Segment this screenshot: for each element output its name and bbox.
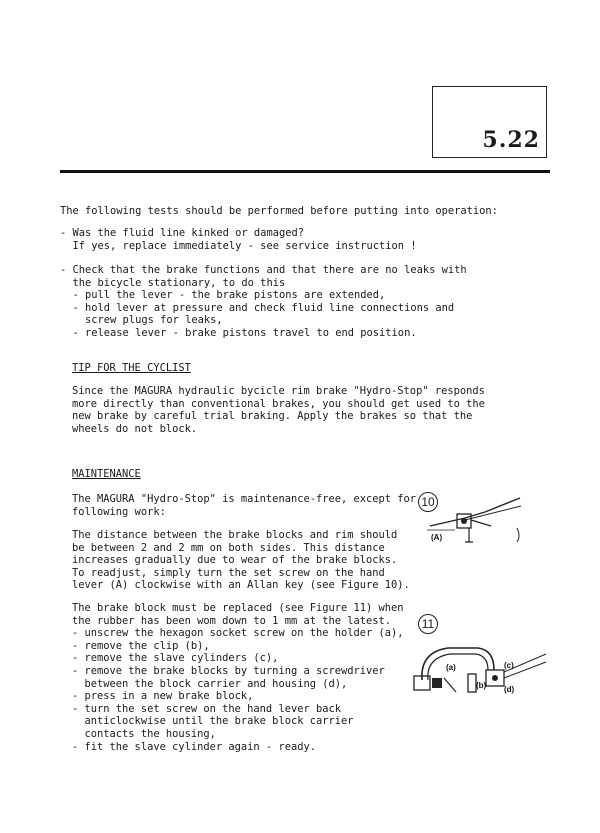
figure-11-label-a: (a) bbox=[446, 663, 456, 672]
maintenance-replace: The brake block must be replaced (see Figure 11) when the rubber has been wom down to 1 mm at the latest. - unscrew the hexagon socket screw on the holder (a), - remove the clip (b), - remove the slave cylinders (c), - remove the brake blocks by turning a screwdriver between the block carrier and housing (d), - press in a new brake block, - turn the set screw on the hand lever back anticlockwise until the brake block carrier contacts the housing, - fit the slave cylinder again - ready. bbox=[72, 602, 404, 753]
figure-10-label-a: (A) bbox=[431, 533, 443, 542]
header-rule bbox=[60, 170, 550, 173]
figure-10-hand-lever bbox=[425, 490, 525, 554]
figure-11-label-c: (c) bbox=[504, 661, 514, 670]
check-brake-function: - Check that the brake functions and that there are no leaks with the bicycle stationary, to do this - pull the lever - the brake pistons are extended, - hold lever at pressure and check fluid line connections and screw plugs for leaks, - release lever - brake pistons travel to end position. bbox=[60, 264, 467, 339]
figure-11-label-b: (b) bbox=[476, 681, 487, 690]
maintenance-intro: The MAGURA "Hydro-Stop" is maintenance-free, except for following work: bbox=[72, 493, 417, 518]
maintenance-distance: The distance between the brake blocks and rim should be between 2 and 2 mm on both sides. This distance increases gradually due to wear of the brake blocks. To readjust, simply turn the set screw on the hand lever (A) clockwise with an Allan key (see Figure 10). bbox=[72, 529, 410, 592]
figure-11-brake-assembly bbox=[408, 640, 548, 704]
page-number-box bbox=[432, 86, 547, 158]
figure-10-label: 10 bbox=[418, 492, 438, 512]
tip-heading: TIP FOR THE CYCLIST bbox=[72, 362, 191, 374]
intro-text: The following tests should be performed before putting into operation: bbox=[60, 205, 498, 217]
page-number: 5.22 bbox=[482, 127, 540, 153]
tip-body: Since the MAGURA hydraulic bycicle rim brake "Hydro-Stop" responds more directly than conventional brakes, you should get used to the new brake by careful trial braking. Apply the brakes so that the wheels do not block. bbox=[72, 385, 485, 435]
check-fluid-line: - Was the fluid line kinked or damaged? If yes, replace immediately - see service instruction ! bbox=[60, 227, 417, 252]
figure-11-label-d: (d) bbox=[504, 685, 515, 694]
figure-11-label: 11 bbox=[418, 614, 438, 634]
maintenance-heading: MAINTENANCE bbox=[72, 468, 141, 480]
